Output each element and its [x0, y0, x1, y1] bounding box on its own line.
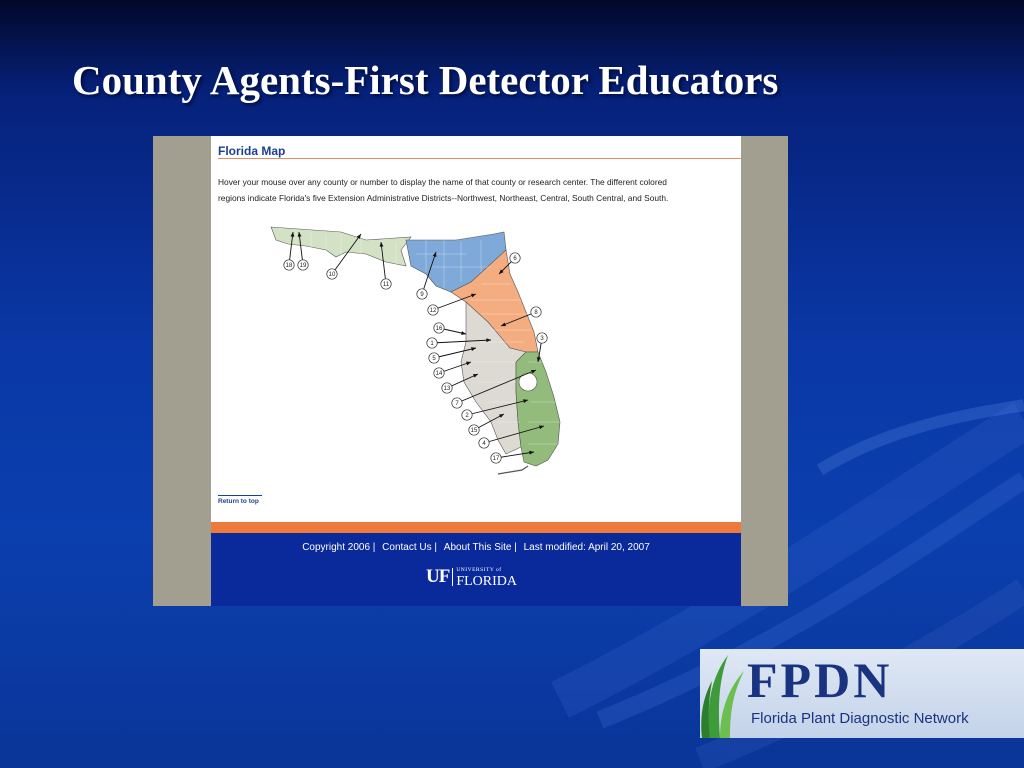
marker-label: 7	[455, 401, 459, 408]
marker-label: 16	[435, 326, 443, 333]
marker-arrowhead	[461, 331, 466, 335]
footer-links	[211, 542, 741, 553]
marker-label: 12	[429, 308, 437, 315]
uf-logo-wordmark	[456, 566, 517, 588]
marker-label: 6	[513, 256, 517, 263]
intro-text	[218, 174, 736, 206]
marker-label: 11	[382, 282, 390, 289]
marker-label: 13	[443, 386, 451, 393]
marker-label: 19	[299, 263, 307, 270]
florida-map[interactable]	[266, 222, 566, 482]
about-site-link[interactable]: About This Site |	[443, 542, 517, 553]
map-marker[interactable]	[537, 333, 547, 362]
intro-line-2: regions indicate Florida's five Extension Administrative Districts--Northwest, Northeast, Central, South Central, and South.	[218, 193, 669, 203]
marker-label: 3	[540, 336, 544, 343]
page-heading: Florida Map	[218, 144, 741, 159]
intro-line-1: Hover your mouse over any county or number to display the name of that county or research center. The different colored	[218, 177, 667, 187]
contact-us-link[interactable]: Contact Us |	[382, 542, 438, 553]
copyright-text: Copyright 2006 |	[302, 542, 376, 553]
region-south[interactable]	[516, 352, 560, 466]
marker-label: 17	[492, 456, 500, 463]
website-screenshot	[153, 136, 788, 606]
marker-label: 15	[470, 428, 478, 435]
uf-logo-mark: UF	[426, 566, 450, 587]
marker-label: 14	[435, 371, 443, 378]
fpdn-full-name: Florida Plant Diagnostic Network	[751, 710, 969, 727]
uf-logo-separator	[452, 568, 453, 586]
web-page	[211, 136, 741, 606]
return-to-top-link[interactable]: Return to top	[218, 495, 262, 505]
marker-label: 18	[285, 263, 293, 270]
marker-label: 10	[328, 272, 336, 279]
orange-divider	[211, 522, 741, 533]
uf-logo-university: UNIVERSITY of	[456, 567, 502, 573]
last-modified-text: Last modified: April 20, 2007	[523, 542, 650, 553]
marker-label: 1	[430, 341, 434, 348]
slide-title: County Agents-First Detector Educators	[72, 57, 779, 103]
marker-label: 5	[432, 356, 436, 363]
uf-logo-florida: FLORIDA	[456, 574, 517, 589]
marker-label: 9	[420, 292, 424, 299]
uf-logo[interactable]	[426, 565, 517, 589]
page-footer	[211, 533, 741, 606]
marker-label: 4	[482, 441, 486, 448]
map-marker[interactable]	[434, 323, 466, 335]
keys	[498, 466, 528, 474]
fpdn-logo	[700, 649, 1024, 738]
fpdn-abbreviation: FPDN	[747, 652, 893, 708]
marker-label: 2	[465, 413, 469, 420]
marker-label: 8	[534, 310, 538, 317]
map-regions	[271, 227, 560, 474]
